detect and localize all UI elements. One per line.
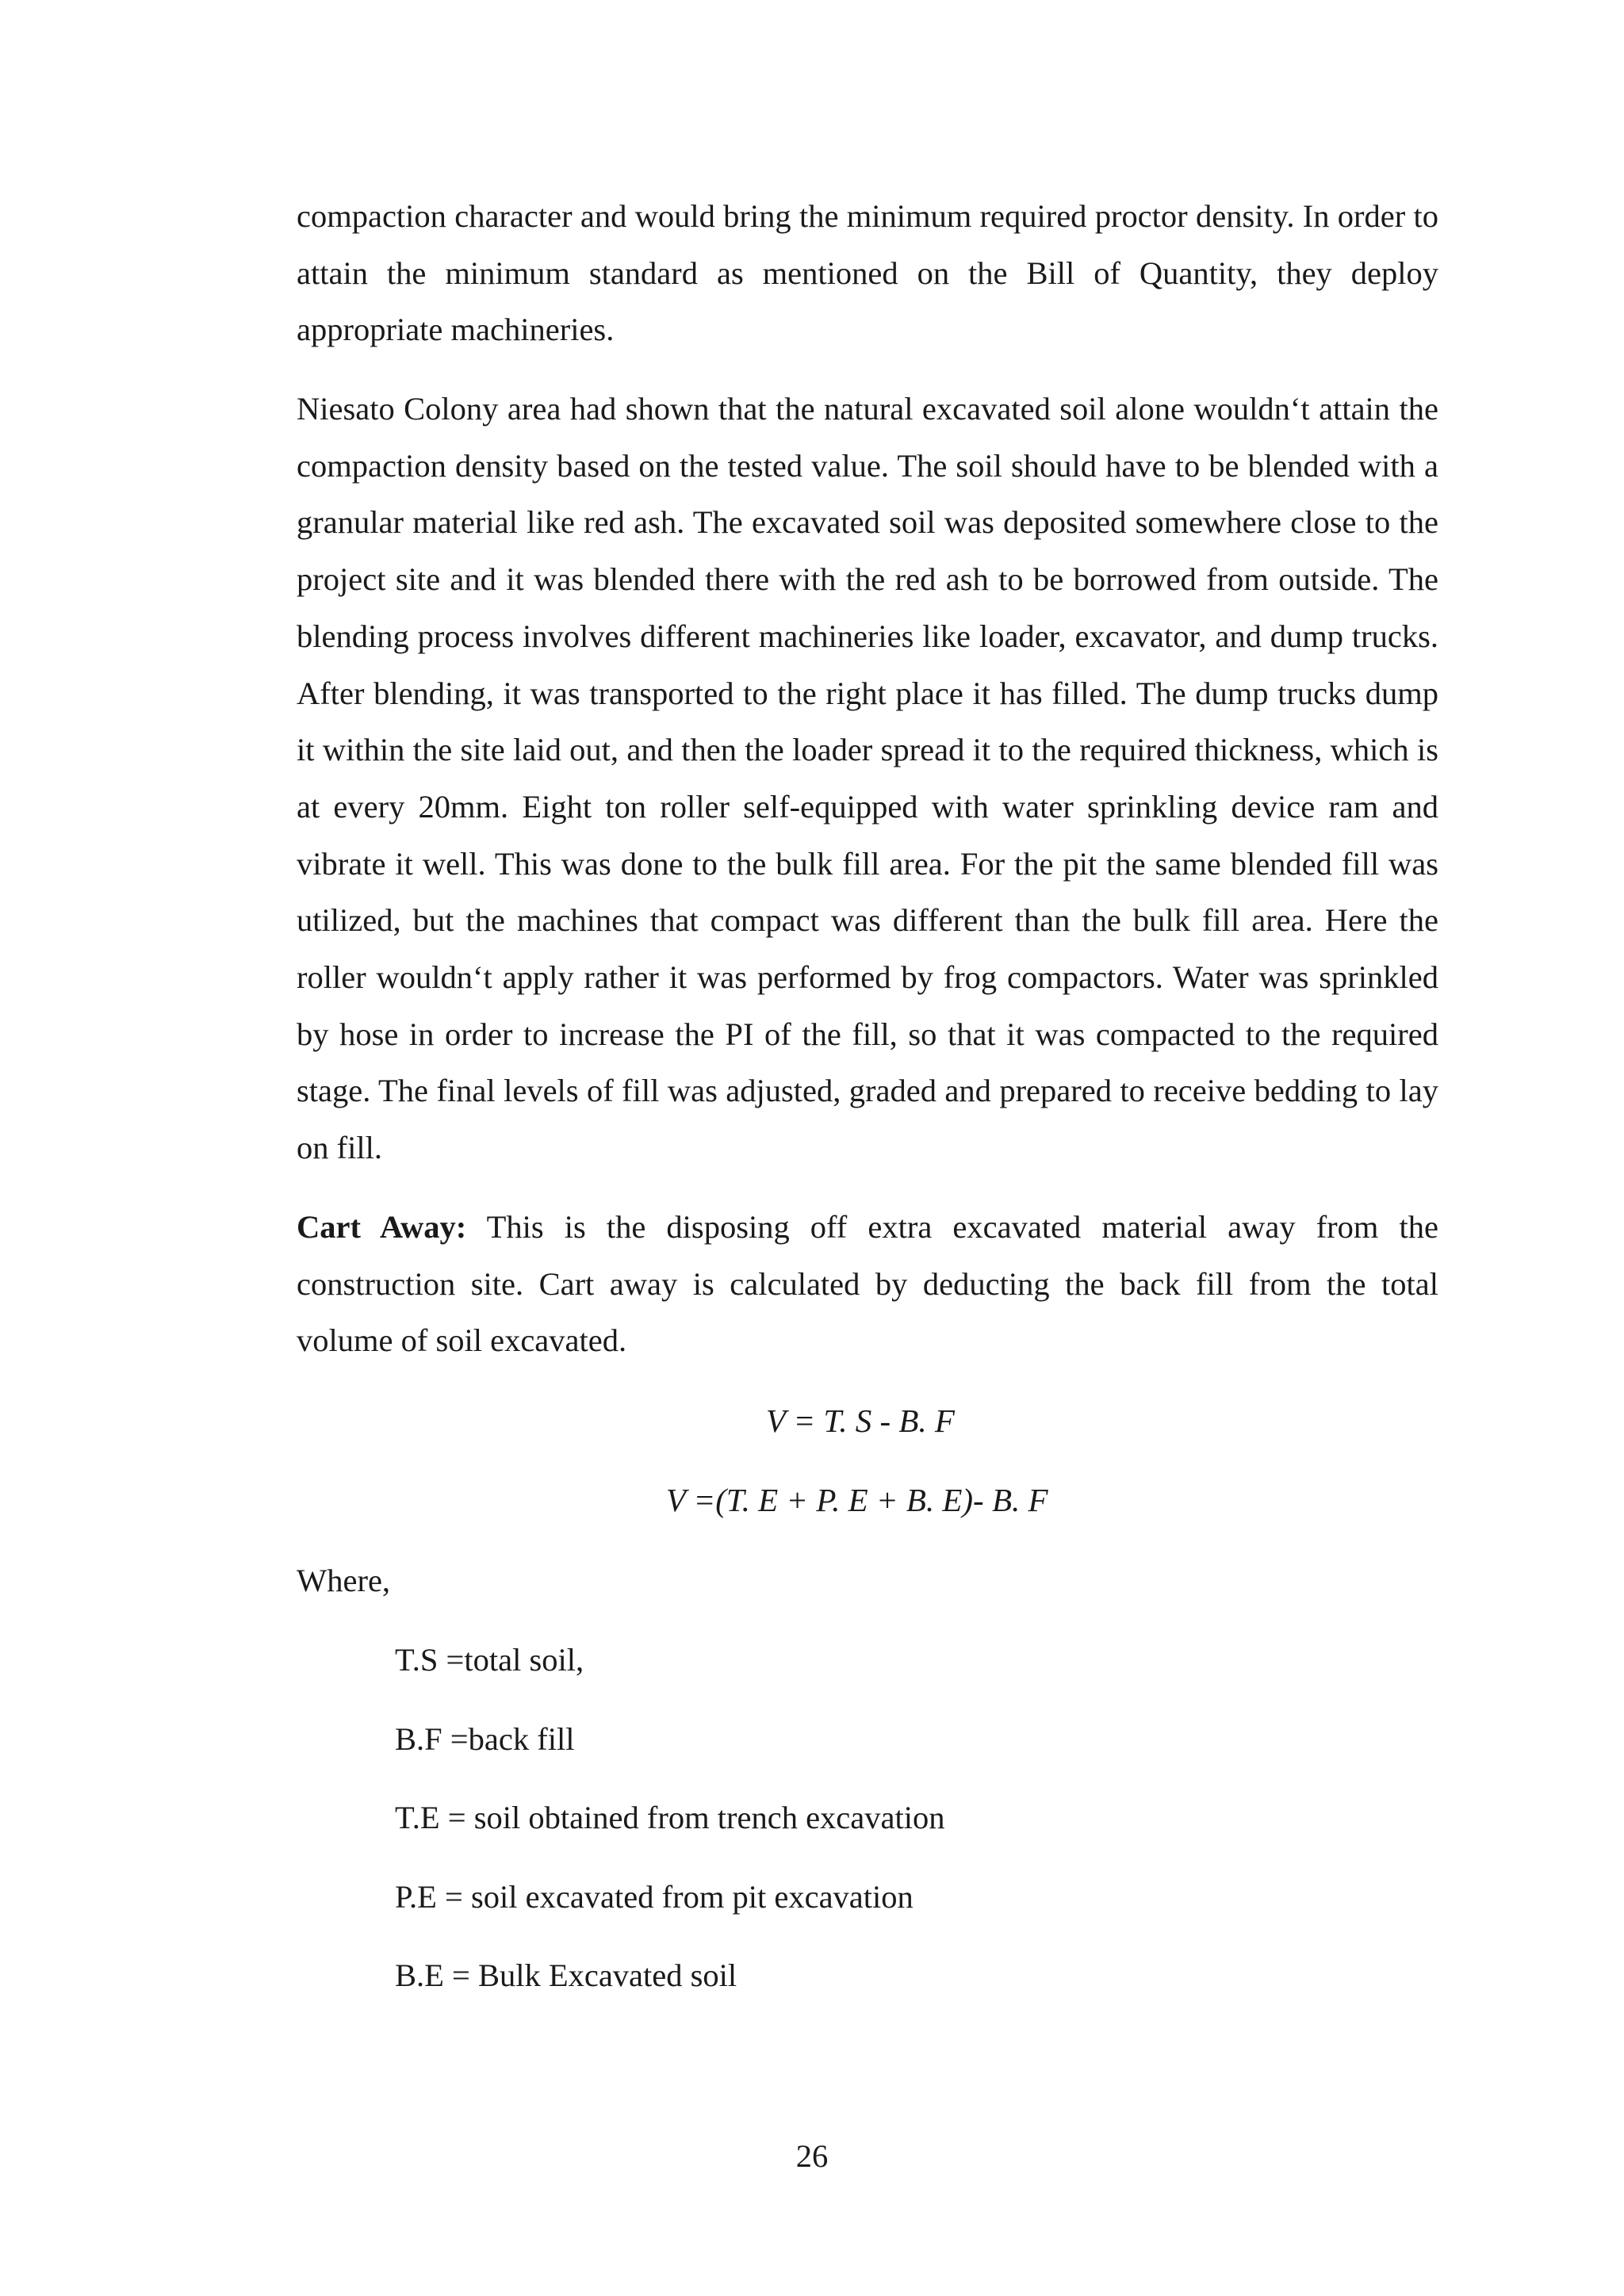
definition-item: T.S =total soil,: [395, 1642, 584, 1678]
equation-2-text: V =(T. E + P. E + B. E)- B. F: [666, 1482, 1048, 1518]
definition-item: B.F =back fill: [395, 1720, 575, 1757]
cart-away-body: This is the disposing off extra excavated material away from the construction site. Cart away is calculated by deducting the back fill from the total volume of soil excavated.: [297, 1209, 1438, 1359]
paragraph-niesato-colony: Niesato Colony area had shown that the natural excavated soil alone wouldn‘t attain the compaction density based on the tested value. The soil should have to be blended with a granular material like red ash. The excavated soil was deposited somewhere close to the project site and it was blended there with the red ash to be borrowed from outside. The blending process involves different machineries like loader, excavator, and dump trucks. After blending, it was transported to the right place it has filled. The dump trucks dump it within the site laid out, and then the loader spread it to the required thickness, which is at every 20mm. Eight ton roller self-equipped with water sprinkling device ram and vibrate it well. This was done to the bulk fill area. For the pit the same blended fill was utilized, but the machines that compact was different than the bulk fill area. Here the roller wouldn‘t apply rather it was performed by frog compactors. Water was sprinkled by hose in order to increase the PI of the fill, so that it was compacted to the required stage. The final levels of fill was adjusted, graded and prepared to receive bedding to lay on fill.: [297, 391, 1438, 1166]
definition-list: [395, 1636, 944, 2031]
definition-item: B.E = Bulk Excavated soil: [395, 1957, 737, 1993]
definition-item: T.E = soil obtained from trench excavation: [395, 1800, 945, 1835]
cart-away-heading: Cart Away:: [297, 1209, 467, 1245]
paragraph-compaction: compaction character and would bring the minimum required proctor density. In order to attain the minimum standard as mentioned on the Bill of Quantity, they deploy appropriate machineries.: [297, 198, 1438, 348]
where-label: Where,: [297, 1563, 391, 1598]
definition-item: P.E = soil excavated from pit excavation: [395, 1878, 914, 1915]
paragraph-cart-away: [297, 1199, 1438, 1369]
equation-1-text: V = T. S - B. F: [766, 1402, 955, 1439]
page-number: 26: [795, 2138, 829, 2174]
